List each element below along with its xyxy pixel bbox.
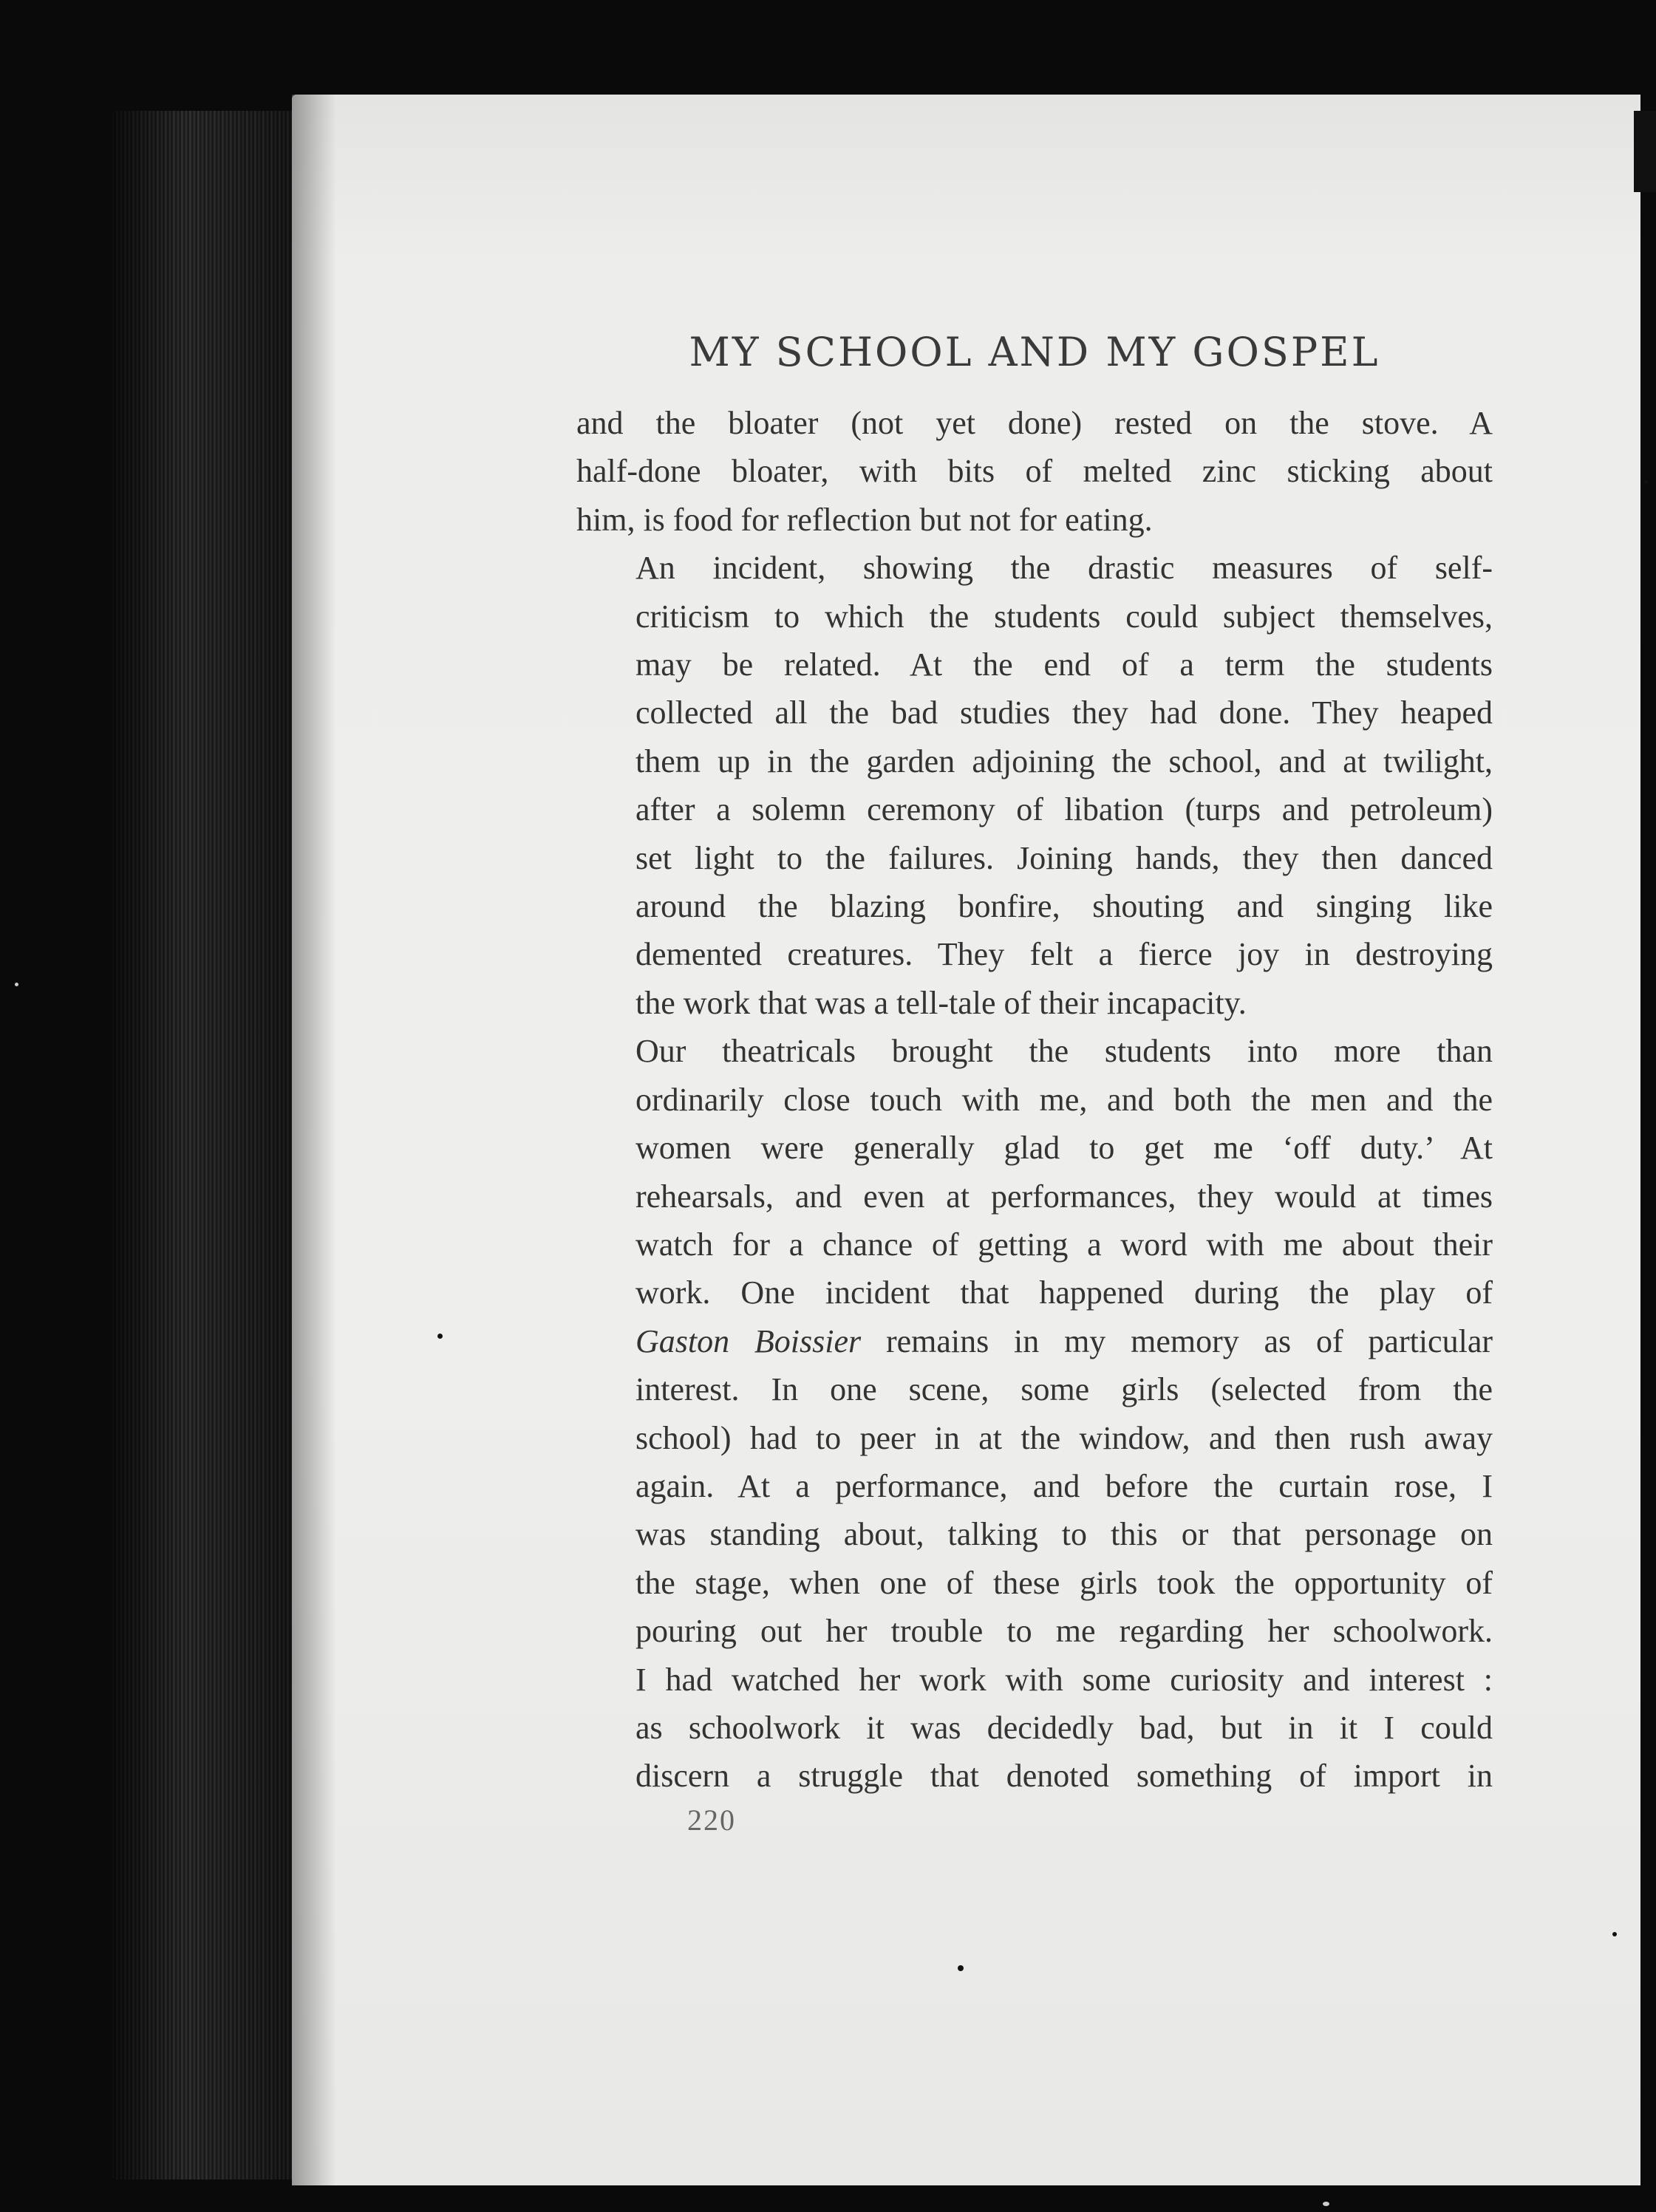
scan-speck: [437, 1334, 443, 1339]
scan-speck: [958, 1965, 964, 1971]
text-line: ordinarily close touch with me, and both the men and the: [636, 1081, 1493, 1118]
paragraph: [576, 1027, 1493, 1800]
text-line: was standing about, talking to this or that personage on: [636, 1516, 1493, 1553]
text-line: criticism to which the students could subject themselves,: [636, 598, 1493, 635]
text-line: and the bloater (not yet done) rested on the stove. A: [576, 405, 1493, 441]
text-line: after a solemn ceremony of libation (turps and petroleum): [636, 791, 1493, 828]
text-line: work. One incident that happened during the play of: [636, 1274, 1493, 1311]
text-line: women were generally glad to get me ‘off duty.’ At: [636, 1130, 1493, 1167]
text-line: Gaston Boissier remains in my memory as of particular: [636, 1322, 1493, 1359]
text-line: interest. In one scene, some girls (selected from the: [636, 1371, 1493, 1408]
text-line: An incident, showing the drastic measures of self-: [636, 550, 1493, 587]
text-line: again. At a performance, and before the curtain rose, I: [636, 1467, 1493, 1504]
text-line: the work that was a tell-tale of their incapacity.: [636, 984, 1247, 1021]
text-line: as schoolwork it was decidedly bad, but in it I could: [636, 1709, 1493, 1746]
paragraph: [576, 399, 1493, 544]
text-line: him, is food for reflection but not for eating.: [576, 501, 1153, 538]
text-line: them up in the garden adjoining the school, and at twilight,: [636, 743, 1493, 779]
page-corner-dark: [1634, 111, 1656, 192]
text-line: I had watched her work with some curiosity and interest :: [636, 1661, 1493, 1698]
paragraph: [576, 544, 1493, 1027]
scan-speck: [15, 983, 18, 986]
page-number: 220: [687, 1803, 736, 1837]
scan-speck: [1612, 1932, 1617, 1936]
text-line: discern a struggle that denoted something of import in: [636, 1758, 1493, 1795]
text-line: rehearsals, and even at performances, they would at times: [636, 1178, 1493, 1215]
text-line: collected all the bad studies they had done. They heaped: [636, 694, 1493, 731]
text-line: around the blazing bonfire, shouting and singing like: [636, 888, 1493, 925]
book-edge-shadow: [111, 111, 303, 2179]
page-gutter-shadow: [292, 95, 336, 2185]
text-line: Our theatricals brought the students into more than: [636, 1033, 1493, 1070]
text-line: pouring out her trouble to me regarding her schoolwork.: [636, 1613, 1493, 1650]
text-line: the stage, when one of these girls took the opportunity of: [636, 1564, 1493, 1601]
text-line: demented creatures. They felt a fierce joy in destroying: [636, 936, 1493, 973]
body-text: [576, 399, 1493, 1800]
text-line: set light to the failures. Joining hands, they then danced: [636, 839, 1493, 876]
scan-speck: [1644, 480, 1648, 484]
play-title: Gaston Boissier: [636, 1322, 862, 1359]
text-line: school) had to peer in at the window, and then rush away: [636, 1419, 1493, 1456]
running-head: MY SCHOOL AND MY GOSPEL: [689, 329, 1380, 375]
scan-speck: [1323, 2202, 1329, 2206]
text-line: watch for a chance of getting a word with me about their: [636, 1226, 1493, 1263]
text-line: may be related. At the end of a term the students: [636, 646, 1493, 683]
text-line: half-done bloater, with bits of melted zinc sticking about: [576, 453, 1493, 490]
